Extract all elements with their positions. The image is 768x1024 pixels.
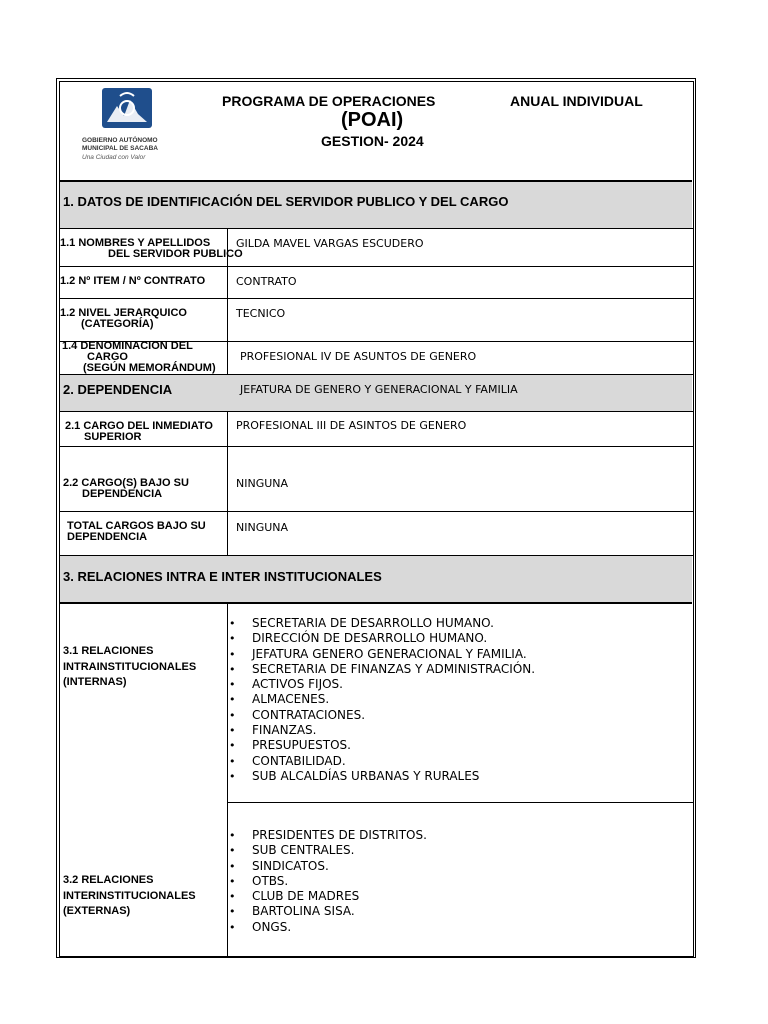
bullet-icon: • <box>229 739 236 753</box>
list-item <box>229 874 427 889</box>
row-2-3-value: NINGUNA <box>236 521 289 534</box>
internal-relations-label <box>63 644 196 691</box>
bullet-icon: • <box>229 678 236 692</box>
list-item <box>229 920 427 935</box>
row-2-2-label <box>63 478 189 500</box>
divider-s1 <box>60 228 694 229</box>
bullet-icon: • <box>229 874 236 888</box>
list-item-text: SECRETARIA DE FINANZAS Y ADMINISTRACIÓN. <box>252 661 536 676</box>
list-item-text: SECRETARIA DE DESARROLLO HUMANO. <box>252 616 494 630</box>
list-item-text: PRESIDENTES DE DISTRITOS. <box>252 828 427 842</box>
internal-label-line3: (INTERNAS) <box>63 676 127 688</box>
row-2-2-value: NINGUNA <box>236 477 289 490</box>
header-acronym: (POAI) <box>341 109 404 131</box>
list-item <box>229 616 535 631</box>
divider-s2-bottom <box>60 411 694 412</box>
list-item-text: CLUB DE MADRES <box>252 889 360 904</box>
list-item-text: DIRECCIÓN DE DESARROLLO HUMANO. <box>252 631 488 646</box>
internal-label-line1: 3.1 RELACIONES <box>63 645 154 657</box>
list-item <box>229 738 535 753</box>
bullet-icon: • <box>229 708 236 722</box>
row-2-1-label-line2: SUPERIOR <box>84 431 142 443</box>
bullet-icon: • <box>229 754 236 768</box>
section3-title: 3. RELACIONES INTRA E INTER INSTITUCIONALES <box>63 569 382 584</box>
logo-line2: MUNICIPAL DE SACABA <box>82 145 158 152</box>
external-relations-label <box>63 873 196 920</box>
row-2-3-label <box>67 521 206 543</box>
header-title-left: PROGRAMA DE OPERACIONES <box>222 93 436 109</box>
internal-relations-list <box>229 616 535 784</box>
bullet-icon: • <box>229 859 236 873</box>
list-item <box>229 692 535 707</box>
list-item <box>229 843 427 858</box>
row-1-4-value: PROFESIONAL IV DE ASUNTOS DE GENERO <box>240 350 477 363</box>
bullet-icon: • <box>229 617 236 630</box>
list-item-text: CONTRATACIONES. <box>252 707 366 722</box>
column-divider-upper <box>227 228 228 374</box>
row-1-1-value: GILDA MAVEL VARGAS ESCUDERO <box>236 237 424 250</box>
row-2-2-label-line1: 2.2 CARGO(S) BAJO SU <box>63 477 189 489</box>
bullet-icon: • <box>229 890 236 904</box>
list-item <box>229 723 535 738</box>
bullet-icon: • <box>229 693 236 707</box>
row-2-1-value: PROFESIONAL III DE ASINTOS DE GENERO <box>236 419 467 432</box>
list-item <box>229 828 427 843</box>
row-2-1-label <box>65 421 213 443</box>
row-1-1-label-line1: 1.1 NOMBRES Y APELLIDOS <box>60 237 211 249</box>
list-item-text: ONGS. <box>252 919 292 934</box>
row-1-1-label <box>60 238 243 260</box>
list-item-text: JEFATURA GENERO GENERACIONAL Y FAMILIA. <box>252 646 527 661</box>
row-2-3-label-line1: TOTAL CARGOS BAJO SU <box>67 520 206 532</box>
list-item <box>229 754 535 769</box>
divider-r22 <box>60 511 694 512</box>
divider-s3-bottom <box>60 602 692 604</box>
row-2-3-label-line2: DEPENDENCIA <box>67 531 148 543</box>
list-item-text: OTBS. <box>252 873 289 888</box>
row-1-4-label <box>62 341 216 374</box>
row-1-3-label <box>60 308 187 330</box>
bullet-icon: • <box>229 647 236 661</box>
row-1-4-label-line1: 1.4 DENOMINACION DEL <box>62 340 193 352</box>
row-2-1-label-line1: 2.1 CARGO DEL INMEDIATO <box>65 420 213 432</box>
logo-tagline: Una Ciudad con Valor <box>82 154 146 161</box>
row-1-3-label-line1: 1.2 NIVEL JERARQUICO <box>60 307 187 319</box>
external-label-line2: INTERINSTITUCIONALES <box>63 889 196 902</box>
bullet-icon: • <box>229 920 236 934</box>
list-item-text: BARTOLINA SISA. <box>252 904 355 919</box>
bullet-icon: • <box>229 829 236 842</box>
list-item <box>229 859 427 874</box>
list-item <box>229 708 535 723</box>
divider-s31 <box>227 802 694 803</box>
external-relations-list <box>229 828 427 935</box>
bullet-icon: • <box>229 662 236 676</box>
column-divider-lower <box>227 604 228 958</box>
list-item <box>229 769 535 784</box>
list-item <box>229 647 535 662</box>
row-1-4-label-line3: (SEGÚN MEMORÁNDUM) <box>83 362 216 374</box>
external-label-line3: (EXTERNAS) <box>63 905 131 917</box>
list-item-text: SUB ALCALDÍAS URBANAS Y RURALES <box>252 768 480 783</box>
list-item-text: ALMACENES. <box>252 692 330 707</box>
bullet-icon: • <box>229 632 236 646</box>
row-1-2-value: CONTRATO <box>236 275 297 288</box>
row-1-4-label-line2: CARGO <box>87 351 128 363</box>
logo-line1: GOBIERNO AUTÓNOMO <box>82 137 158 144</box>
divider-r2 <box>60 298 694 299</box>
list-item <box>229 662 535 677</box>
list-item <box>229 889 427 904</box>
list-item <box>229 904 427 919</box>
section2-value: JEFATURA DE GENERO Y GENERACIONAL Y FAMILIA <box>240 383 518 396</box>
header-gestion: GESTION- 2024 <box>321 133 424 149</box>
list-item-text: CONTABILIDAD. <box>252 753 346 768</box>
header-title-right: ANUAL INDIVIDUAL <box>510 93 643 109</box>
municipal-logo <box>80 86 176 166</box>
list-item-text: PRESUPUESTOS. <box>252 738 351 753</box>
bullet-icon: • <box>229 724 236 738</box>
list-item-text: SINDICATOS. <box>252 858 329 873</box>
divider-r1 <box>60 266 694 267</box>
bullet-icon: • <box>229 769 236 783</box>
row-1-2-label: 1.2 Nº ITEM / Nº CONTRATO <box>60 275 206 287</box>
list-item-text: ACTIVOS FIJOS. <box>252 677 343 692</box>
bullet-icon: • <box>229 844 236 858</box>
section2-title: 2. DEPENDENCIA <box>63 382 173 397</box>
column-divider-middle <box>227 411 228 555</box>
row-1-1-label-line2: DEL SERVIDOR PUBLICO <box>108 248 243 260</box>
bullet-icon: • <box>229 905 236 919</box>
row-2-2-label-line2: DEPENDENCIA <box>82 488 163 500</box>
list-item <box>229 631 535 646</box>
list-item <box>229 677 535 692</box>
section1-title: 1. DATOS DE IDENTIFICACIÓN DEL SERVIDOR PUBLICO Y DEL CARGO <box>63 194 509 209</box>
internal-label-line2: INTRAINSTITUCIONALES <box>63 660 197 673</box>
list-item-text: FINANZAS. <box>252 723 317 738</box>
external-label-line1: 3.2 RELACIONES <box>63 874 154 886</box>
list-item-text: SUB CENTRALES. <box>252 843 355 858</box>
divider-r21 <box>60 446 694 447</box>
row-1-3-label-line2: (CATEGORÍA) <box>81 318 154 330</box>
row-1-3-value: TECNICO <box>236 307 286 320</box>
